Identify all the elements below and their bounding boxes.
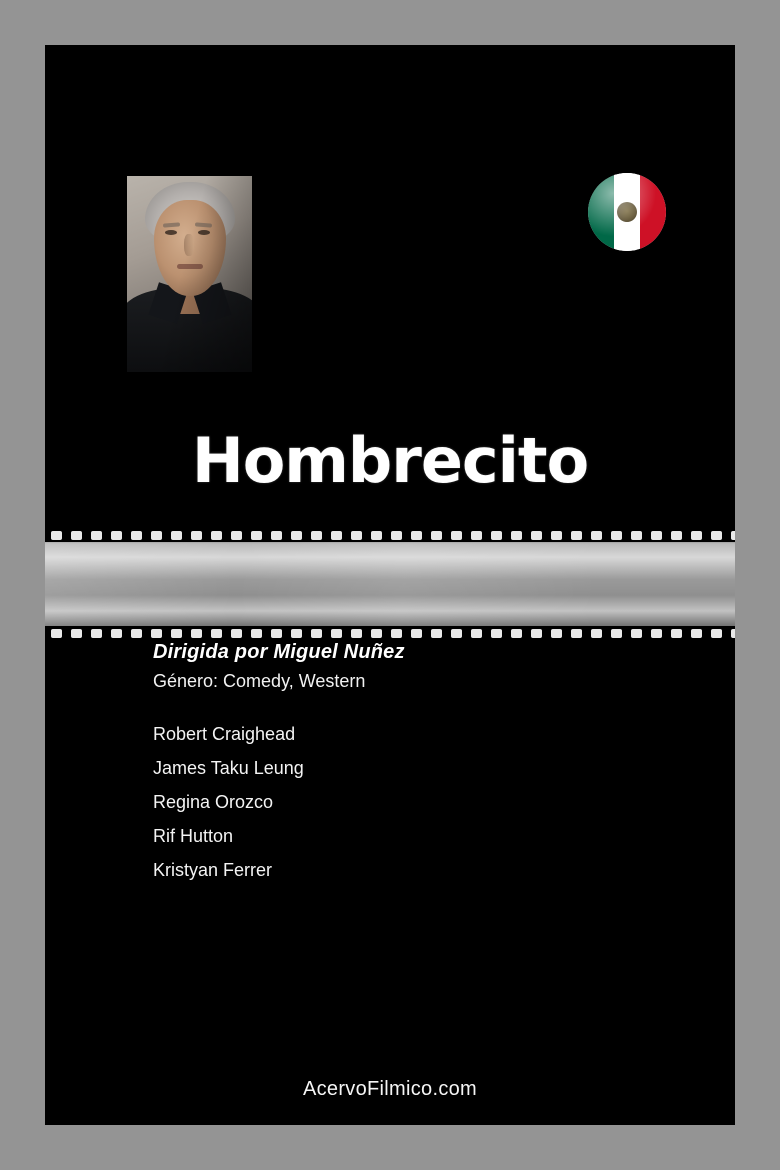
- perforation: [251, 531, 262, 540]
- perforation: [551, 629, 562, 638]
- filmstrip-perforations-top: [45, 528, 735, 542]
- perforation: [611, 531, 622, 540]
- perforation: [491, 531, 502, 540]
- perforation: [251, 629, 262, 638]
- perforation: [311, 531, 322, 540]
- list-item: Rif Hutton: [153, 826, 234, 846]
- perforation: [691, 531, 702, 540]
- perforation: [131, 629, 142, 638]
- perforation: [651, 531, 662, 540]
- perforation: [311, 629, 322, 638]
- perforation: [491, 629, 502, 638]
- perforation: [371, 531, 382, 540]
- perforation: [731, 629, 735, 638]
- perforation: [351, 629, 362, 638]
- perforation: [91, 531, 102, 540]
- filmstrip-perforations-bottom: [45, 626, 735, 640]
- perforation: [171, 629, 182, 638]
- perforation: [531, 629, 542, 638]
- perforation: [431, 629, 442, 638]
- filmstrip-divider: [45, 528, 735, 640]
- perforation: [191, 629, 202, 638]
- perforation: [471, 531, 482, 540]
- perforation: [391, 531, 402, 540]
- perforation: [331, 531, 342, 540]
- perforation: [271, 629, 282, 638]
- perforation: [111, 531, 122, 540]
- perforation: [631, 629, 642, 638]
- movie-poster: [45, 45, 735, 1125]
- poster-top-section: [45, 45, 735, 530]
- perforation: [451, 531, 462, 540]
- perforation: [111, 629, 122, 638]
- perforation: [431, 531, 442, 540]
- perforation: [51, 629, 62, 638]
- perforation: [591, 629, 602, 638]
- perforation: [291, 531, 302, 540]
- credits-block: [45, 641, 735, 894]
- director-credit: Dirigida por Miguel Nuñez: [153, 641, 405, 663]
- perforation: [231, 629, 242, 638]
- perforation: [151, 531, 162, 540]
- perforation: [411, 531, 422, 540]
- perforation: [531, 531, 542, 540]
- genre-credit: Género: Comedy, Western: [153, 671, 366, 691]
- perforation: [351, 531, 362, 540]
- perforation: [71, 629, 82, 638]
- list-item: Kristyan Ferrer: [153, 860, 273, 880]
- perforation: [511, 629, 522, 638]
- perforation: [51, 531, 62, 540]
- perforation: [691, 629, 702, 638]
- perforation: [671, 531, 682, 540]
- perforation: [631, 531, 642, 540]
- perforation: [511, 531, 522, 540]
- perforation: [171, 531, 182, 540]
- filmstrip-highlight: [45, 528, 735, 640]
- perforation: [371, 629, 382, 638]
- perforation: [591, 531, 602, 540]
- perforation: [711, 531, 722, 540]
- movie-title: Hombrecito: [191, 424, 589, 497]
- perforation: [271, 531, 282, 540]
- perforation: [571, 629, 582, 638]
- perforation: [671, 629, 682, 638]
- perforation: [231, 531, 242, 540]
- perforation: [411, 629, 422, 638]
- list-item: James Taku Leung: [153, 758, 304, 778]
- perforation: [551, 531, 562, 540]
- list-item: Regina Orozco: [153, 792, 274, 812]
- perforation: [211, 629, 222, 638]
- perforation: [451, 629, 462, 638]
- perforation: [711, 629, 722, 638]
- perforation: [471, 629, 482, 638]
- perforation: [571, 531, 582, 540]
- flag-gloss-overlay: [588, 173, 666, 251]
- cast-list: [153, 724, 735, 881]
- perforation: [611, 629, 622, 638]
- actor-headshot-image: [127, 176, 252, 372]
- perforation: [131, 531, 142, 540]
- perforation: [151, 629, 162, 638]
- site-watermark: AcervoFilmico.com: [302, 1078, 478, 1100]
- headshot-shadow-overlay: [127, 176, 252, 372]
- perforation: [391, 629, 402, 638]
- perforation: [71, 531, 82, 540]
- perforation: [331, 629, 342, 638]
- perforation: [191, 531, 202, 540]
- list-item: Robert Craighead: [153, 724, 296, 744]
- perforation: [211, 531, 222, 540]
- mexico-flag-icon: [588, 173, 666, 251]
- perforation: [651, 629, 662, 638]
- perforation: [91, 629, 102, 638]
- perforation: [731, 531, 735, 540]
- perforation: [291, 629, 302, 638]
